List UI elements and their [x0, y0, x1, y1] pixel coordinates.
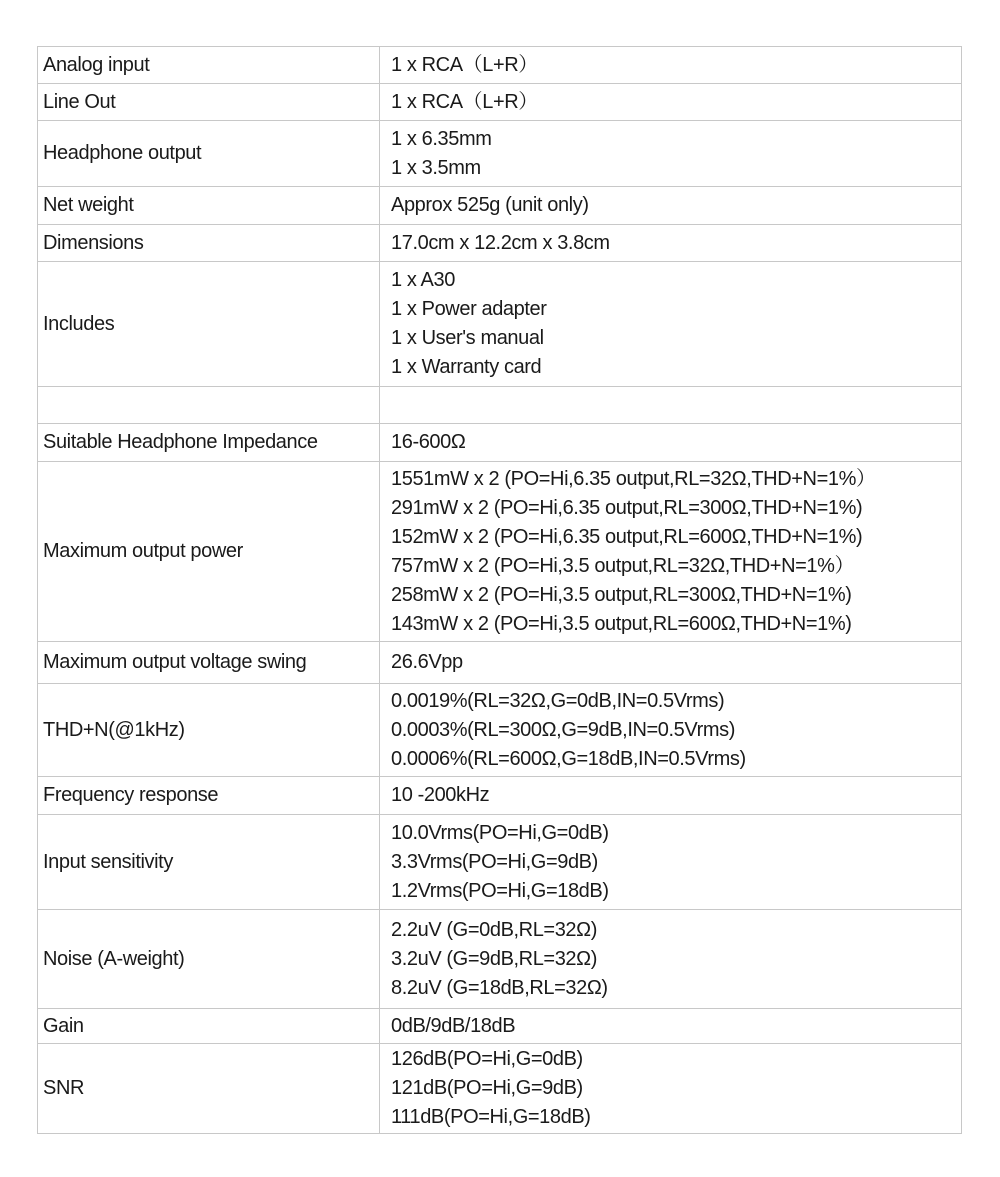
spec-value-line: 1 x Power adapter [391, 298, 547, 320]
spec-value-line: 8.2uV (G=18dB,RL=32Ω) [391, 976, 608, 999]
spec-label: Dimensions [38, 225, 380, 262]
spec-value [380, 187, 962, 225]
spec-value [380, 387, 962, 424]
spec-value-line: 121dB(PO=Hi,G=9dB) [391, 1077, 583, 1099]
spec-label: Maximum output power [38, 462, 380, 642]
spec-value [380, 1044, 962, 1134]
spec-label: THD+N(@1kHz) [38, 684, 380, 777]
spec-value [380, 462, 962, 642]
spec-value-line: 291mW x 2 (PO=Hi,6.35 output,RL=300Ω,THD+N=1%) [391, 496, 863, 519]
spec-label [38, 387, 380, 424]
spec-value-line: 757mW x 2 (PO=Hi,3.5 output,RL=32Ω,THD+N=1%） [391, 554, 855, 577]
spec-label: Maximum output voltage swing [38, 642, 380, 684]
spec-value-line: 1 x RCA（L+R） [391, 90, 538, 113]
spec-label: Noise (A-weight) [38, 910, 380, 1009]
spec-value [380, 47, 962, 84]
spec-label: Input sensitivity [38, 815, 380, 910]
spec-value [380, 910, 962, 1009]
spec-value-line: 1 x RCA（L+R） [391, 53, 538, 76]
spec-value [380, 642, 962, 684]
spec-row [38, 424, 962, 462]
spec-row [38, 1009, 962, 1044]
spec-row [38, 121, 962, 187]
spec-row [38, 187, 962, 225]
spec-row [38, 684, 962, 777]
spec-value [380, 424, 962, 462]
spec-label: Headphone output [38, 121, 380, 187]
spec-value-line: 16-600Ω [391, 431, 466, 453]
spec-table [37, 46, 962, 1134]
spec-table-body [38, 47, 962, 1134]
spec-label: Net weight [38, 187, 380, 225]
spec-row [38, 777, 962, 815]
spec-row [38, 815, 962, 910]
spec-label: Line Out [38, 84, 380, 121]
spec-value-line: 152mW x 2 (PO=Hi,6.35 output,RL=600Ω,THD+N=1%) [391, 525, 863, 548]
spec-row [38, 462, 962, 642]
spec-value [380, 684, 962, 777]
spec-label: SNR [38, 1044, 380, 1134]
spec-value-line: 10 -200kHz [391, 784, 490, 806]
spec-label: Analog input [38, 47, 380, 84]
spec-row [38, 1044, 962, 1134]
spec-value-line: 1551mW x 2 (PO=Hi,6.35 output,RL=32Ω,THD+N=1%） [391, 467, 876, 490]
spec-row [38, 47, 962, 84]
spec-value-line: 111dB(PO=Hi,G=18dB) [391, 1106, 591, 1128]
spec-value-line: 1 x User's manual [391, 327, 544, 349]
spec-value-line: 0dB/9dB/18dB [391, 1014, 516, 1037]
spec-label: Frequency response [38, 777, 380, 815]
spec-value-line: 3.3Vrms(PO=Hi,G=9dB) [391, 850, 598, 873]
spec-value-line: 10.0Vrms(PO=Hi,G=0dB) [391, 821, 609, 844]
spec-value-line: 0.0003%(RL=300Ω,G=9dB,IN=0.5Vrms) [391, 718, 735, 741]
spec-value-line: 258mW x 2 (PO=Hi,3.5 output,RL=300Ω,THD+N=1%) [391, 583, 852, 606]
spec-value-line: 26.6Vpp [391, 651, 463, 673]
spec-value [380, 121, 962, 187]
spec-label: Includes [38, 262, 380, 387]
spec-value [380, 84, 962, 121]
spec-value-line: 3.2uV (G=9dB,RL=32Ω) [391, 947, 597, 970]
spec-value [380, 1009, 962, 1044]
spec-value [380, 262, 962, 387]
spec-row [38, 262, 962, 387]
spec-value [380, 225, 962, 262]
spec-value-line: 2.2uV (G=0dB,RL=32Ω) [391, 918, 597, 941]
spec-value-line: 143mW x 2 (PO=Hi,3.5 output,RL=600Ω,THD+N=1%) [391, 612, 852, 635]
spec-value-line: 1 x Warranty card [391, 356, 542, 378]
spec-value-line: 1.2Vrms(PO=Hi,G=18dB) [391, 879, 609, 902]
spec-value-line: Approx 525g (unit only) [391, 194, 589, 216]
spec-value-line: 17.0cm x 12.2cm x 3.8cm [391, 231, 610, 254]
spec-row [38, 84, 962, 121]
spec-value-line: 0.0006%(RL=600Ω,G=18dB,IN=0.5Vrms) [391, 747, 746, 770]
spec-label: Gain [38, 1009, 380, 1044]
spec-value [380, 815, 962, 910]
spec-value-line: 1 x 3.5mm [391, 156, 481, 179]
spec-value [380, 777, 962, 815]
spec-value-line: 1 x 6.35mm [391, 127, 492, 150]
spec-row [38, 225, 962, 262]
spec-label: Suitable Headphone Impedance [38, 424, 380, 462]
spec-value-line: 1 x A30 [391, 269, 455, 291]
spec-value-line: 126dB(PO=Hi,G=0dB) [391, 1048, 583, 1070]
spec-value-line: 0.0019%(RL=32Ω,G=0dB,IN=0.5Vrms) [391, 689, 725, 712]
spec-row-empty [38, 387, 962, 424]
spec-row [38, 910, 962, 1009]
spec-row [38, 642, 962, 684]
